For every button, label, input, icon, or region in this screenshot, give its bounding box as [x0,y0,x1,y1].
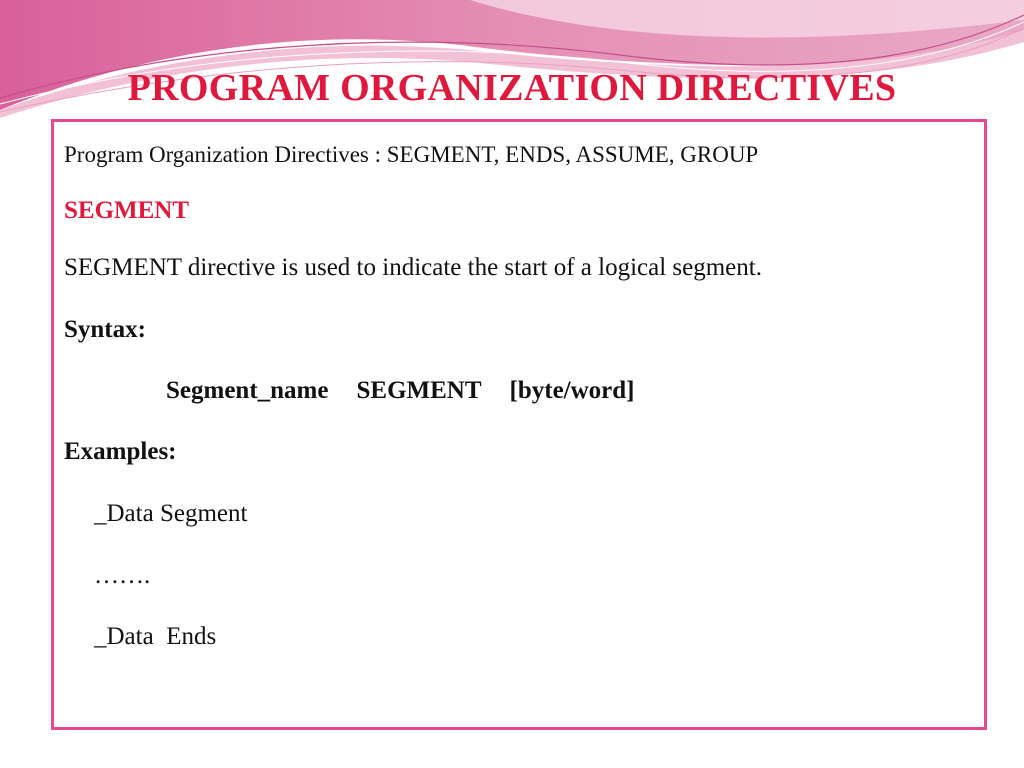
syntax-name: Segment_name [166,377,329,404]
section-heading: SEGMENT [64,197,190,224]
example-line: _Data Segment [94,500,248,527]
syntax-label: Syntax: [64,316,146,343]
description-text: SEGMENT directive is used to indicate the start of a logical segment. [64,254,762,281]
examples-label: Examples: [64,438,177,465]
slide-title: PROGRAM ORGANIZATION DIRECTIVES [127,67,897,109]
syntax-keyword: SEGMENT [356,377,482,404]
syntax-line [166,377,635,405]
content-box [51,119,987,730]
example-line: _Data Ends [94,623,217,650]
intro-text: Program Organization Directives : SEGMENT, ENDS, ASSUME, GROUP [64,142,759,167]
example-line: ……. [94,562,151,589]
header-wave-decoration [0,0,1024,130]
syntax-option: [byte/word] [509,377,635,404]
